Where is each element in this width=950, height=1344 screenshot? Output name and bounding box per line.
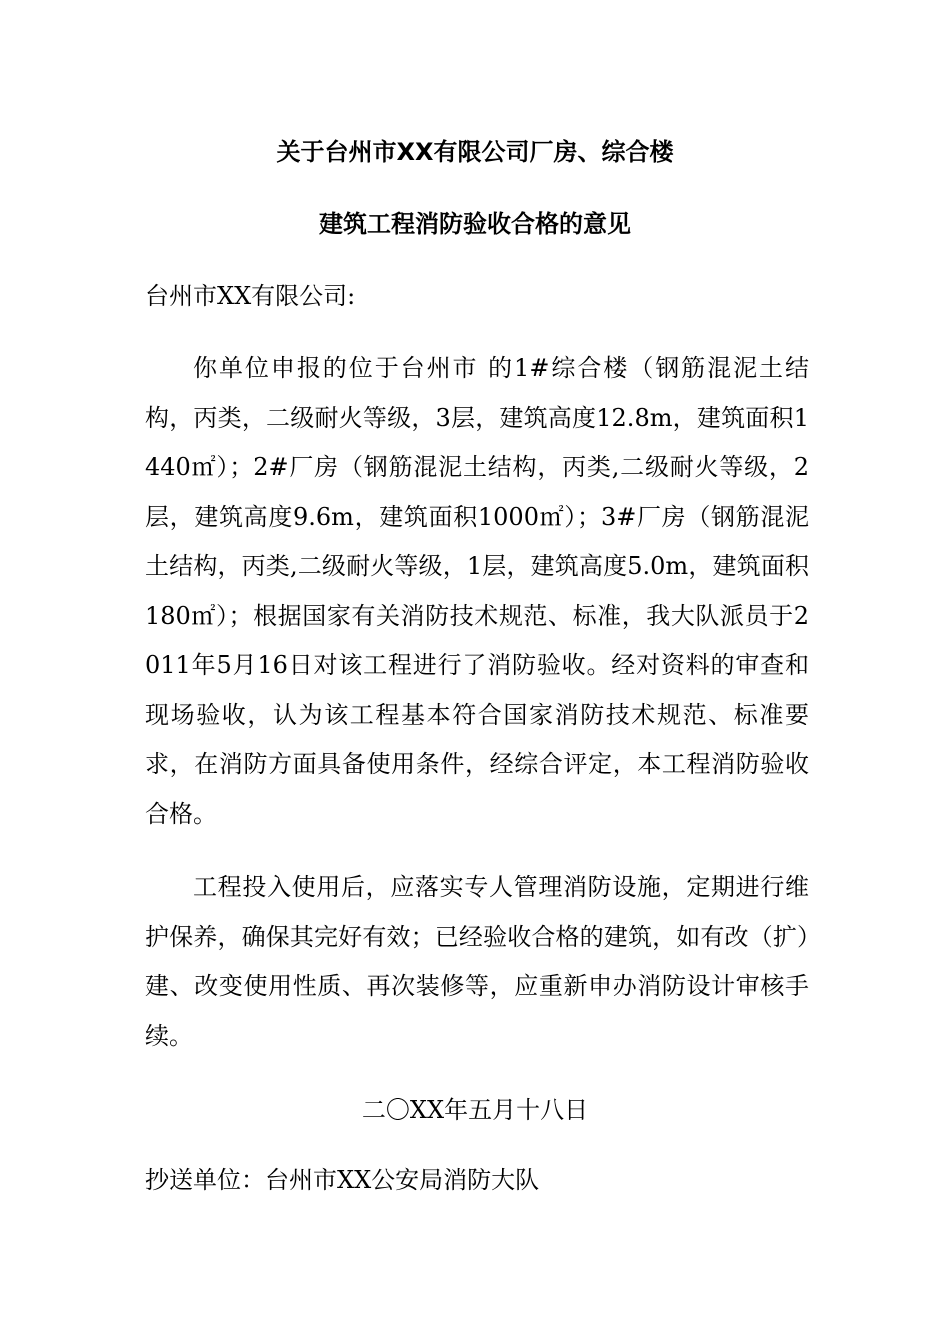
cc-recipient: 抄送单位：台州市XX公安局消防大队 bbox=[145, 1166, 540, 1194]
document-title-line-2: 建筑工程消防验收合格的意见 bbox=[319, 210, 631, 238]
salutation: 台州市XX有限公司: bbox=[145, 282, 356, 310]
body-paragraph-2: 工程投入使用后，应落实专人管理消防设施，定期进行维护保养，确保其完好有效；已经验收合格的建筑，如有改（扩）建、改变使用性质、再次装修等，应重新申办消防设计审核手续。 bbox=[145, 873, 809, 1050]
document-title-line-1: 关于台州市XX有限公司厂房、综合楼 bbox=[276, 138, 674, 166]
issue-date: 二〇XX年五月十八日 bbox=[361, 1096, 589, 1124]
body-paragraph-1: 你单位申报的位于台州市 的1#综合楼（钢筋混泥土结构，丙类，二级耐火等级，3层，建筑高度12.8m，建筑面积1440㎡）；2#厂房（钢筋混泥土结构，丙类,二级耐火等级，2层，建筑高度9.6m，建筑面积1000㎡）；3#厂房（钢筋混泥土结构，丙类,二级耐火等级，1层，建筑高度5.0m，建筑面积180㎡）；根据国家有关消防技术规范、标准，我大队派员于2011年5月16日对该工程进行了消防验收。经对资料的审查和现场验收，认为该工程基本符合国家消防技术规范、标准要求，在消防方面具备使用条件，经综合评定，本工程消防验收合格。 bbox=[145, 354, 809, 828]
